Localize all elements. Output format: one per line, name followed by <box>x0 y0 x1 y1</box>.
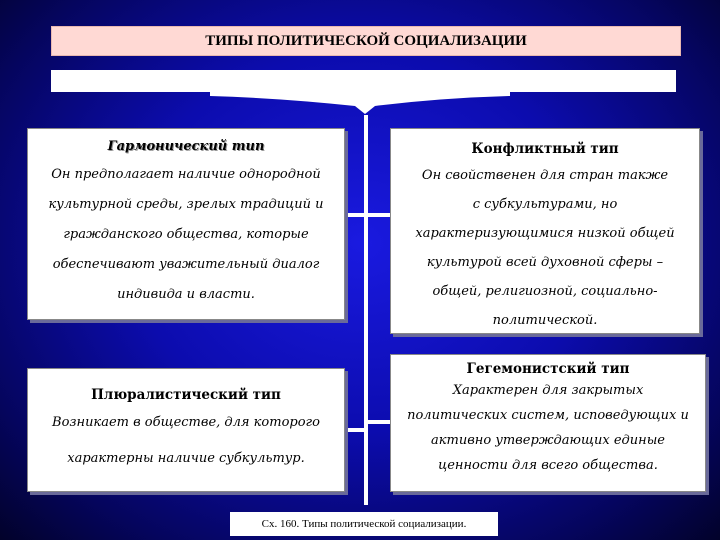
type-name-harmonic: Гармонический тип <box>107 139 265 154</box>
diagram-title: ТИПЫ ПОЛИТИЧЕСКОЙ СОЦИАЛИЗАЦИИ <box>51 26 681 56</box>
figure-caption: Сх. 160. Типы политической социализации. <box>230 512 498 536</box>
type-description-conflict: Он свойственен для стран также с субкультурами, но характеризующимися низкой общей культурой всей духовной сферы – общей, религиозной, социально- политической. <box>415 168 675 328</box>
type-box-hegemonic <box>390 354 706 492</box>
type-name-pluralist: Плюралистический тип <box>91 387 281 403</box>
type-box-pluralist <box>27 368 345 492</box>
header-bar <box>51 70 676 92</box>
connector-arrow-shape <box>210 92 510 114</box>
type-box-conflict <box>390 128 700 334</box>
type-name-hegemonic: Гегемонистский тип <box>466 361 630 377</box>
connector-line-conflict <box>366 213 390 217</box>
connector-line-pluralist <box>345 428 367 432</box>
type-box-harmonic <box>27 128 345 320</box>
type-description-hegemonic: Характерен для закрытых политических систем, исповедующих и активно утверждающих единые ценности для всего общества. <box>407 383 689 473</box>
connector-line-harmonic <box>345 213 367 217</box>
type-description-harmonic: Он предполагает наличие однородной культурной среды, зрелых традиций и гражданского общества, которые обеспечивают уважительный диалог индивида и власти. <box>48 167 324 302</box>
type-name-conflict: Конфликтный тип <box>471 141 619 157</box>
connector-line-hegemonic <box>366 420 390 424</box>
connector-vertical-line <box>364 115 368 505</box>
type-description-pluralist: Возникает в обществе, для которого характерны наличие субкультур. <box>52 415 320 466</box>
